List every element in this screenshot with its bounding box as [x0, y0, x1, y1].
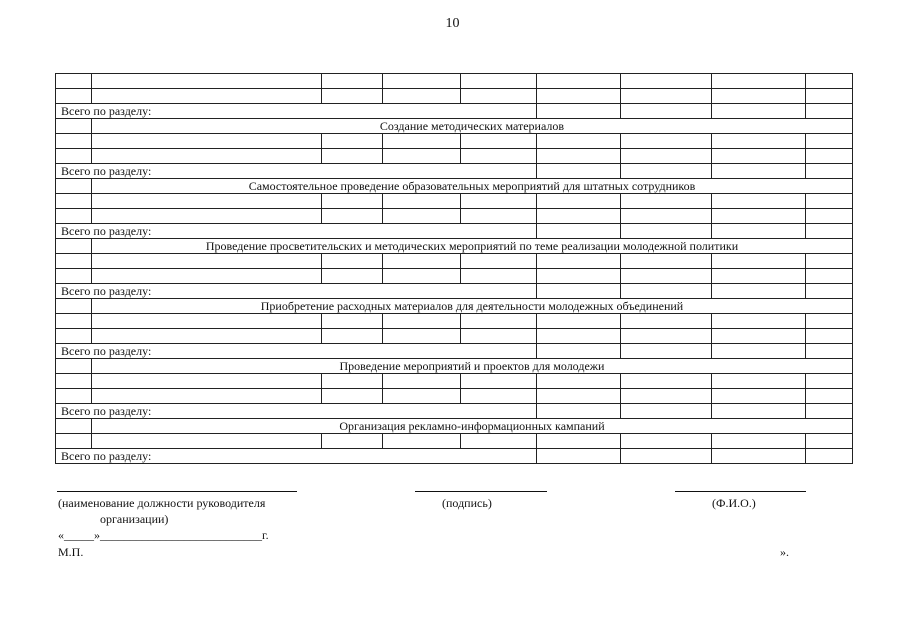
section-total-label: Всего по разделу: — [56, 284, 537, 299]
table-cell — [621, 434, 712, 449]
table-cell — [56, 434, 92, 449]
table-cell — [621, 104, 712, 119]
table-cell — [712, 344, 806, 359]
table-cell — [56, 299, 92, 314]
table-cell — [92, 254, 322, 269]
table-cell — [92, 269, 322, 284]
table-cell — [56, 239, 92, 254]
table-cell — [383, 434, 461, 449]
table-cell — [322, 269, 383, 284]
section-total-label: Всего по разделу: — [56, 164, 537, 179]
table-cell — [92, 209, 322, 224]
table-cell — [537, 254, 621, 269]
table-cell — [537, 344, 621, 359]
table-cell — [621, 134, 712, 149]
table-cell — [806, 149, 853, 164]
table-cell — [92, 389, 322, 404]
section-title-row — [56, 239, 853, 254]
date-line: «_____»___________________________г. — [58, 528, 269, 542]
table-cell — [383, 389, 461, 404]
table-cell — [712, 389, 806, 404]
table-cell — [92, 329, 322, 344]
section-title-row — [56, 179, 853, 194]
table-cell — [383, 89, 461, 104]
table-row — [56, 209, 853, 224]
table-cell — [92, 74, 322, 89]
section-title: Самостоятельное проведение образовательных мероприятий для штатных сотрудников — [92, 179, 853, 194]
table-cell — [712, 329, 806, 344]
table-cell — [806, 434, 853, 449]
table-cell — [56, 119, 92, 134]
table-cell — [806, 374, 853, 389]
table-cell — [92, 149, 322, 164]
section-total-row — [56, 104, 853, 119]
page-number: 10 — [445, 16, 460, 31]
table-cell — [56, 89, 92, 104]
table-cell — [461, 194, 537, 209]
section-title-row — [56, 419, 853, 434]
table-cell — [56, 419, 92, 434]
table-cell — [621, 254, 712, 269]
table-cell — [461, 434, 537, 449]
table-cell — [92, 89, 322, 104]
table-cell — [621, 284, 712, 299]
table-cell — [537, 194, 621, 209]
table-cell — [806, 209, 853, 224]
section-title: Приобретение расходных материалов для деятельности молодежных объединений — [92, 299, 853, 314]
table-cell — [92, 134, 322, 149]
table-cell — [712, 374, 806, 389]
table-cell — [537, 164, 621, 179]
table-cell — [56, 74, 92, 89]
table-cell — [383, 314, 461, 329]
closing-quote: ». — [780, 545, 789, 559]
table-cell — [461, 269, 537, 284]
table-cell — [712, 74, 806, 89]
table-cell — [383, 74, 461, 89]
table-cell — [537, 149, 621, 164]
table-cell — [537, 434, 621, 449]
table-cell — [322, 314, 383, 329]
position-label-line2: организации) — [100, 512, 169, 526]
table-cell — [806, 284, 853, 299]
table-cell — [712, 89, 806, 104]
section-title: Проведение просветительских и методических мероприятий по теме реализации молодежной политики — [92, 239, 853, 254]
section-total-label: Всего по разделу: — [56, 104, 537, 119]
table-cell — [92, 194, 322, 209]
table-cell — [56, 329, 92, 344]
section-total-label: Всего по разделу: — [56, 449, 537, 464]
section-total-row — [56, 344, 853, 359]
section-title: Создание методических материалов — [92, 119, 853, 134]
table-cell — [537, 284, 621, 299]
table-cell — [461, 89, 537, 104]
table-cell — [322, 374, 383, 389]
table-cell — [806, 224, 853, 239]
table-cell — [322, 329, 383, 344]
table-cell — [56, 134, 92, 149]
table-cell — [712, 284, 806, 299]
table-cell — [621, 374, 712, 389]
table-cell — [537, 389, 621, 404]
table-cell — [383, 374, 461, 389]
table-cell — [712, 134, 806, 149]
table-row — [56, 329, 853, 344]
table-cell — [383, 209, 461, 224]
section-title-row — [56, 359, 853, 374]
table-cell — [461, 134, 537, 149]
table-cell — [712, 209, 806, 224]
table-cell — [621, 164, 712, 179]
table-cell — [56, 179, 92, 194]
table-row — [56, 89, 853, 104]
table-cell — [621, 404, 712, 419]
table-cell — [712, 434, 806, 449]
table-cell — [806, 164, 853, 179]
table-row — [56, 269, 853, 284]
table-cell — [806, 74, 853, 89]
table-cell — [322, 434, 383, 449]
table-cell — [322, 389, 383, 404]
table-cell — [712, 404, 806, 419]
signature-label: (подпись) — [442, 496, 492, 510]
table-row — [56, 374, 853, 389]
table-row — [56, 314, 853, 329]
table-cell — [806, 194, 853, 209]
table-cell — [712, 254, 806, 269]
name-line — [675, 491, 806, 492]
table-cell — [383, 269, 461, 284]
table-cell — [461, 314, 537, 329]
section-title-row — [56, 119, 853, 134]
table-row — [56, 254, 853, 269]
table-cell — [621, 224, 712, 239]
table-cell — [537, 329, 621, 344]
table-cell — [383, 329, 461, 344]
table-cell — [806, 104, 853, 119]
table-cell — [537, 449, 621, 464]
table-cell — [461, 254, 537, 269]
table-cell — [712, 149, 806, 164]
table-cell — [461, 389, 537, 404]
table-cell — [322, 194, 383, 209]
table-cell — [712, 269, 806, 284]
table-cell — [322, 134, 383, 149]
table-row — [56, 74, 853, 89]
table-cell — [712, 224, 806, 239]
table-cell — [461, 374, 537, 389]
table-cell — [621, 329, 712, 344]
table-cell — [56, 194, 92, 209]
section-total-row — [56, 164, 853, 179]
table-cell — [56, 389, 92, 404]
section-total-row — [56, 449, 853, 464]
table-row — [56, 434, 853, 449]
table-cell — [537, 74, 621, 89]
table-cell — [806, 449, 853, 464]
position-label-line1: (наименование должности руководителя — [58, 496, 266, 510]
table-row — [56, 194, 853, 209]
table-cell — [806, 134, 853, 149]
table-cell — [621, 344, 712, 359]
table-cell — [806, 344, 853, 359]
table-cell — [56, 374, 92, 389]
table-cell — [537, 209, 621, 224]
table-cell — [621, 209, 712, 224]
section-title: Проведение мероприятий и проектов для молодежи — [92, 359, 853, 374]
table-cell — [322, 89, 383, 104]
table-cell — [712, 164, 806, 179]
position-signature-line — [57, 491, 297, 492]
table-cell — [383, 254, 461, 269]
table-cell — [56, 254, 92, 269]
table-cell — [92, 314, 322, 329]
table-cell — [537, 104, 621, 119]
report-table — [55, 73, 853, 464]
table-cell — [712, 104, 806, 119]
table-row — [56, 149, 853, 164]
table-cell — [92, 434, 322, 449]
table-row — [56, 389, 853, 404]
table-cell — [621, 194, 712, 209]
section-total-row — [56, 404, 853, 419]
table-cell — [537, 269, 621, 284]
table-cell — [806, 314, 853, 329]
table-cell — [56, 269, 92, 284]
table-cell — [621, 314, 712, 329]
table-cell — [92, 374, 322, 389]
table-cell — [712, 314, 806, 329]
section-total-row — [56, 284, 853, 299]
table-cell — [537, 314, 621, 329]
table-cell — [56, 359, 92, 374]
table-cell — [537, 374, 621, 389]
table-cell — [322, 74, 383, 89]
table-cell — [621, 449, 712, 464]
table-cell — [322, 254, 383, 269]
name-label: (Ф.И.О.) — [712, 496, 756, 510]
table-cell — [56, 314, 92, 329]
section-title: Организация рекламно-информационных кампаний — [92, 419, 853, 434]
section-title-row — [56, 299, 853, 314]
table-cell — [806, 404, 853, 419]
table-cell — [621, 89, 712, 104]
table-cell — [621, 149, 712, 164]
table-cell — [537, 404, 621, 419]
table-cell — [806, 269, 853, 284]
signature-line — [415, 491, 547, 492]
table-cell — [806, 329, 853, 344]
table-cell — [461, 149, 537, 164]
table-cell — [806, 89, 853, 104]
table-cell — [537, 89, 621, 104]
table-cell — [621, 74, 712, 89]
table-cell — [322, 209, 383, 224]
section-total-row — [56, 224, 853, 239]
section-total-label: Всего по разделу: — [56, 344, 537, 359]
table-cell — [712, 449, 806, 464]
table-row — [56, 134, 853, 149]
table-cell — [461, 74, 537, 89]
table-cell — [383, 134, 461, 149]
table-cell — [383, 149, 461, 164]
stamp-label: М.П. — [58, 545, 84, 559]
table-cell — [806, 254, 853, 269]
table-cell — [56, 149, 92, 164]
table-cell — [537, 224, 621, 239]
table-cell — [461, 209, 537, 224]
table-cell — [56, 209, 92, 224]
table-cell — [322, 149, 383, 164]
table-cell — [621, 389, 712, 404]
table-cell — [621, 269, 712, 284]
table-cell — [461, 329, 537, 344]
table-cell — [537, 134, 621, 149]
table-cell — [383, 194, 461, 209]
table-cell — [806, 389, 853, 404]
section-total-label: Всего по разделу: — [56, 404, 537, 419]
section-total-label: Всего по разделу: — [56, 224, 537, 239]
table-cell — [712, 194, 806, 209]
